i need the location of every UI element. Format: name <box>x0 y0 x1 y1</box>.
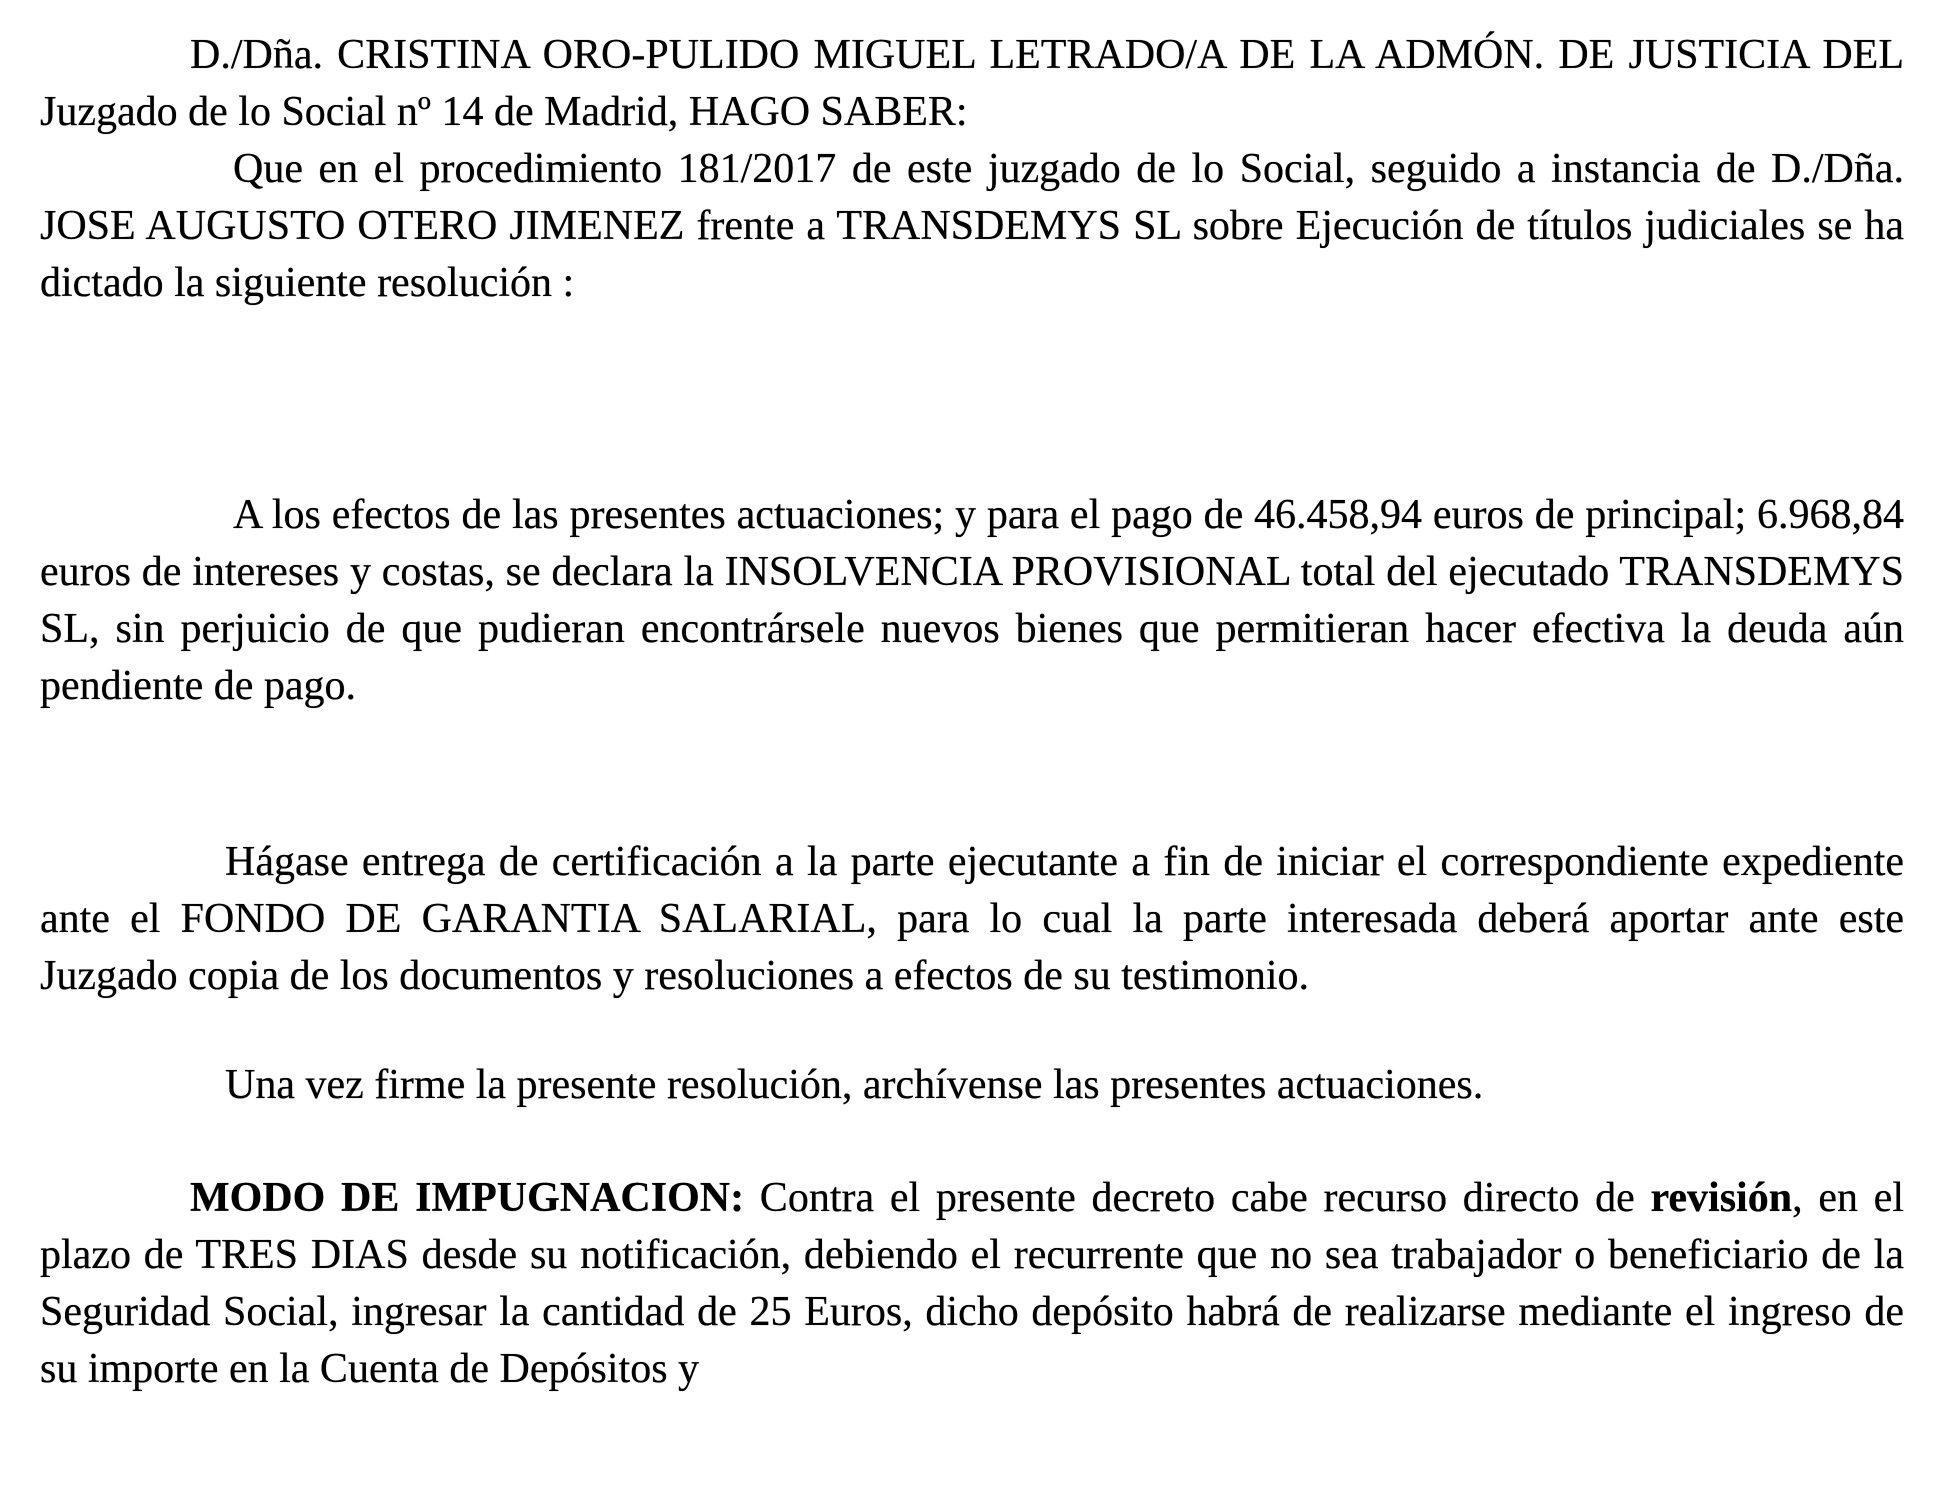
encabezado-letrada-text: D./Dña. CRISTINA ORO-PULIDO MIGUEL LETRADO/A DE LA ADMÓN. DE JUSTICIA DEL Juzgado de lo Social nº 14 de Madrid, HAGO SABER: <box>40 32 1904 135</box>
modo-impugnacion-text-1: Contra el presente decreto cabe recurso directo de <box>744 1175 1651 1221</box>
modo-impugnacion-revision-bold: revisión <box>1650 1175 1793 1221</box>
paragraph-modo-impugnacion <box>40 1170 1904 1398</box>
archivo-actuaciones-text: Una vez firme la presente resolución, archívense las presentes actuaciones. <box>225 1062 1484 1108</box>
fondo-garantia-salarial-text: Hágase entrega de certificación a la parte ejecutante a fin de iniciar el correspondiente expediente ante el FONDO DE GARANTIA SALARIAL, para lo cual la parte interesada deberá aportar ante este Juzgado copia de los documentos y resoluciones a efectos de su testimonio. <box>40 839 1904 999</box>
procedimiento-text: Que en el procedimiento 181/2017 de este juzgado de lo Social, seguido a instancia de D./Dña. JOSE AUGUSTO OTERO JIMENEZ frente a TRANSDEMYS SL sobre Ejecución de títulos judiciales se ha dictado la siguiente resolución : <box>40 146 1904 306</box>
modo-impugnacion-text-2: , en el plazo de TRES DIAS desde su notificación, debiendo el recurrente que no sea trabajador o beneficiario de la Seguridad Social, ingresar la cantidad de 25 Euros, dicho depósito habrá de realizarse mediante el ingreso de su importe en la Cuenta de Depósitos y <box>40 1175 1904 1392</box>
paragraph-archivo-actuaciones <box>40 1057 1904 1114</box>
paragraph-procedimiento <box>40 141 1904 312</box>
paragraph-insolvencia-provisional <box>40 487 1904 715</box>
paragraph-encabezado-letrada <box>40 27 1904 141</box>
insolvencia-provisional-text: A los efectos de las presentes actuaciones; y para el pago de 46.458,94 euros de principal; 6.968,84 euros de intereses y costas, se declara la INSOLVENCIA PROVISIONAL total del ejecutado TRANSDEMYS SL, sin perjuicio de que pudieran encontrársele nuevos bienes que permitieran hacer efectiva la deuda aún pendiente de pago. <box>40 492 1904 709</box>
paragraph-fondo-garantia-salarial <box>40 834 1904 1005</box>
modo-impugnacion-heading: MODO DE IMPUGNACION: <box>190 1175 745 1221</box>
